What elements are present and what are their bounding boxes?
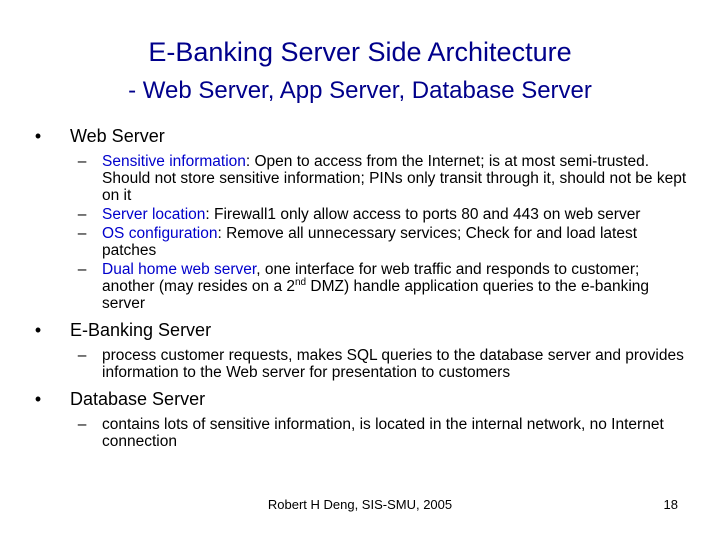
text-dual-home-post: DMZ) handle application queries to the e-banking server bbox=[102, 278, 650, 312]
bullet-icon: • bbox=[34, 389, 42, 409]
text-database-description: contains lots of sensitive information, is located in the internal network, no Internet connection bbox=[102, 416, 664, 450]
text-os-configuration: : Remove all unnecessary services; Check for and load latest patches bbox=[102, 225, 638, 259]
bullet-database-server bbox=[28, 389, 688, 410]
heading-e-banking-server: E-Banking Server bbox=[70, 320, 212, 340]
slide-subtitle: - Web Server, App Server, Database Server bbox=[128, 77, 592, 104]
web-server-subitems bbox=[72, 153, 688, 312]
bullet-icon: • bbox=[34, 320, 42, 340]
ordinal-suffix: nd bbox=[295, 276, 307, 288]
e-banking-server-subitems bbox=[72, 347, 688, 381]
label-dual-home-web-server: Dual home web server bbox=[102, 261, 257, 278]
subitem-dual-home-web-server bbox=[72, 261, 688, 312]
database-server-subitems bbox=[72, 416, 688, 450]
subitem-os-configuration bbox=[72, 225, 688, 259]
dash-icon: – bbox=[77, 225, 87, 242]
subitem-database-description bbox=[72, 416, 688, 450]
slide-body bbox=[28, 126, 688, 458]
text-dual-home-pre: , one interface for web traffic and responds to customer; another (may resides on a 2 bbox=[102, 261, 640, 295]
heading-web-server: Web Server bbox=[70, 126, 165, 146]
subitem-sensitive-information bbox=[72, 153, 688, 204]
dash-icon: – bbox=[77, 261, 87, 278]
bullet-icon: • bbox=[34, 126, 42, 146]
text-server-location: : Firewall1 only allow access to ports 80 and 443 on web server bbox=[205, 206, 641, 223]
dash-icon: – bbox=[77, 416, 87, 433]
footer-credit: Robert H Deng, SIS-SMU, 2005 bbox=[267, 497, 453, 512]
dash-icon: – bbox=[77, 206, 87, 223]
subitem-e-banking-description bbox=[72, 347, 688, 381]
bullet-web-server bbox=[28, 126, 688, 147]
label-os-configuration: OS configuration bbox=[102, 225, 218, 242]
label-sensitive-information: Sensitive information bbox=[102, 153, 246, 170]
slide-title: E-Banking Server Side Architecture bbox=[148, 37, 572, 67]
label-server-location: Server location bbox=[102, 206, 206, 223]
bullet-e-banking-server bbox=[28, 320, 688, 341]
text-sensitive-information: : Open to access from the Internet; is at most semi-trusted. Should not store sensitive information; PINs only transit through it, should not be kept on it bbox=[102, 153, 687, 204]
dash-icon: – bbox=[77, 347, 87, 364]
text-e-banking-description: process customer requests, makes SQL queries to the database server and provides information to the Web server for presentation to customers bbox=[102, 347, 684, 381]
subitem-server-location bbox=[72, 206, 688, 223]
page-number: 18 bbox=[663, 497, 678, 512]
dash-icon: – bbox=[77, 153, 87, 170]
heading-database-server: Database Server bbox=[70, 389, 206, 409]
